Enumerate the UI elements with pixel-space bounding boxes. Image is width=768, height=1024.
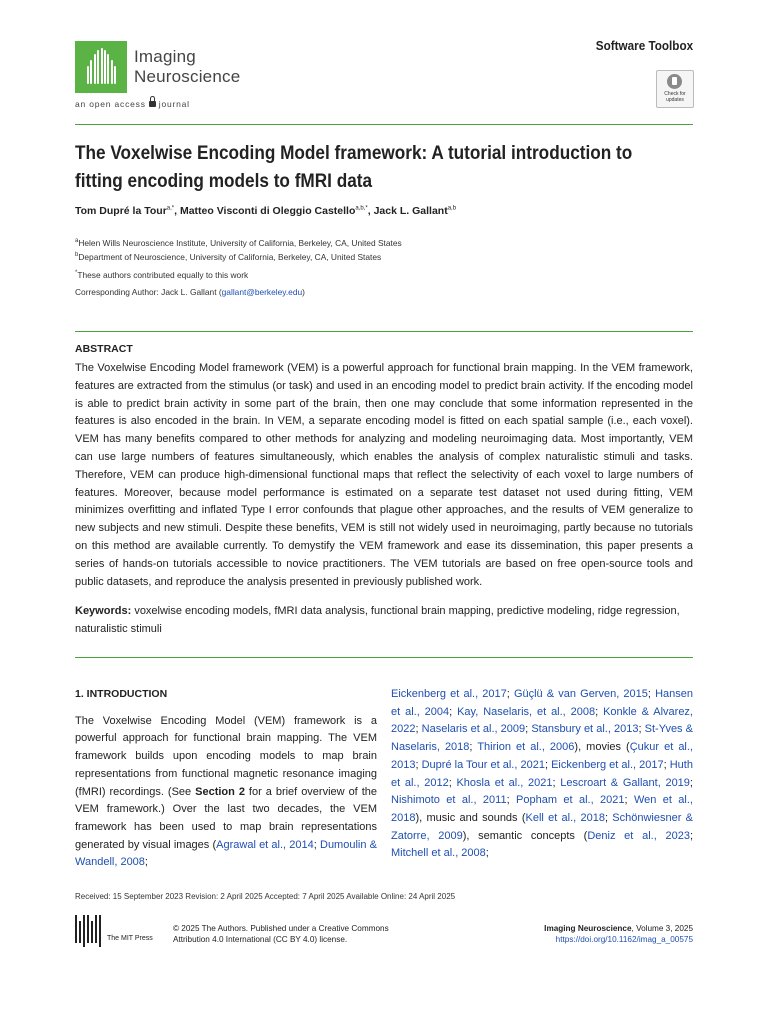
open-lock-icon [149, 101, 156, 107]
citation-link[interactable]: Nishimoto et al., 2011 [391, 794, 507, 807]
introduction-paragraph: The Voxelwise Encoding Model (VEM) framework is a powerful approach for functional brain mapping. The VEM framework builds upon encoding models to map brain representations from functional magnetic resonance imaging (fMRI) recordings. (See Section 2 for a brief overview of the VEM framework.) Over the last two decades, the VEM framework has been used to map brain representations generated by visual images (Agrawal et al., 2014; Dumoulin & Wandell, 2008; [75, 714, 378, 869]
body-text: ; [415, 723, 422, 736]
journal-citation: Imaging Neuroscience, Volume 3, 2025 https://doi.org/10.1162/imag_a_00575 [544, 924, 693, 944]
equal-contribution-note: *These authors contributed equally to this work [75, 270, 249, 280]
abstract-heading: ABSTRACT [75, 343, 133, 355]
citation-link[interactable]: Güçlü & van Gerven, 2015 [513, 688, 648, 700]
author-affiliation-marks: a,* [166, 205, 175, 212]
body-text: ; [448, 776, 457, 789]
body-text: ; [604, 811, 613, 824]
citation-link[interactable]: Kay, Naselaris, et al., 2008 [457, 705, 596, 718]
body-text: ; [689, 829, 694, 842]
section-heading-introduction: 1. INTRODUCTION [75, 688, 168, 700]
citation-link[interactable]: Khosla et al., 2021 [456, 776, 553, 789]
citation-link[interactable]: Schönwiesner & Zatorre, 2009 [391, 811, 693, 842]
citation-link[interactable]: Dupré la Tour et al., 2021 [421, 758, 545, 771]
logo-name-line2: Neuroscience [134, 67, 241, 86]
right-column [391, 686, 693, 863]
section-2-reference[interactable]: Section 2 [195, 785, 245, 798]
body-text: ; [506, 688, 514, 700]
author-name: Jack L. Gallant [373, 205, 448, 217]
mit-press-logo [75, 915, 165, 947]
logo-bar [97, 50, 99, 84]
affiliation-b: $^b$Department of Neuroscience, University of California, Berkeley, CA, United States [75, 252, 382, 262]
citation-link[interactable]: Konkle & Alvarez, 2022 [391, 705, 693, 736]
corresponding-author: Corresponding Author: Jack L. Gallant (gallant@berkeley.edu) [75, 287, 305, 297]
body-text: ), semantic concepts ( [462, 829, 588, 842]
body-text: ; [595, 705, 604, 718]
publisher-name: The MIT Press [107, 935, 153, 942]
author-name: Matteo Visconti di Oleggio Castello [179, 205, 356, 217]
body-text: ; [469, 741, 478, 754]
citation-link[interactable]: Çukur et al., 2013 [391, 741, 693, 771]
citation-link[interactable]: Naselaris et al., 2009 [421, 723, 526, 736]
citation-link[interactable]: Agrawal et al., 2014 [216, 838, 314, 851]
body-text: ; [552, 776, 561, 789]
citation-link[interactable]: Mitchell et al., 2008 [391, 847, 486, 860]
citation-link[interactable]: Lescroart & Gallant, 2019 [560, 776, 690, 789]
logo-bar [114, 66, 116, 84]
citation-link[interactable]: Popham et al., 2021 [516, 794, 625, 807]
author-list: Tom Dupré la Tour$^{a,*}$, Matteo Visconti di Oleggio Castello$^{a,b,*}$, Jack L. Gallant$^{a,b}$ [75, 205, 457, 217]
body-text: ; [485, 847, 489, 860]
citation-link[interactable]: Huth et al., 2012 [391, 758, 693, 789]
body-text: ; [689, 776, 693, 789]
abstract-text: The Voxelwise Encoding Model framework (VEM) is a powerful approach for functional brain mapping. In the VEM framework, features are extracted from the stimulus (or task) and used in an encoding model to predict brain activity. If the encoding model is able to predict brain activity in some part of the brain, then one may conclude that some information represented in the features is also encoded in the brain. In VEM, a separate encoding model is fitted on each spatial sample (i.e., each voxel). VEM has many benefits compared to other methods for analyzing and modeling neuroimaging data. Most importantly, VEM can use large numbers of features simultaneously, which enables the analysis of complex naturalistic stimuli and tasks. Therefore, VEM can produce high-dimensional functional maps that reflect the selectivity of each voxel to large numbers of features. Moreover, because model performance is estimated on a separate test dataset not used during fitting, VEM minimizes overfitting and inflated Type I error confounds that plague other approaches, and the results of VEM generalize to new subjects and new stimuli. Despite these benefits, VEM is still not widely used in neuroimaging, partly because no tutorials on this method are available currently. To demystify the VEM framework and ease its dissemination, this paper presents a series of hands-on tutorials accessible to novice practitioners. The VEM tutorials are based on free open-source tools and public datasets, and reproduce the analysis presented in previously published work. [75, 362, 693, 588]
author-name: Tom Dupré la Tour [75, 205, 167, 217]
citation-link[interactable]: Hansen et al., 2004 [391, 688, 693, 718]
citation-link[interactable]: Eickenberg et al., 2017 [391, 688, 507, 700]
left-column [75, 686, 377, 872]
citation-link[interactable]: Eickenberg et al., 2017 [551, 758, 664, 771]
abstract-divider [75, 331, 693, 332]
body-text: ; [525, 723, 532, 736]
body-text: ), movies ( [574, 741, 630, 754]
logo-mark-icon [75, 41, 127, 93]
body-divider [75, 657, 693, 658]
email-link[interactable]: gallant@berkeley.edu [221, 287, 303, 297]
keywords: Keywords: voxelwise encoding models, fMRI data analysis, functional brain mapping, predictive modeling, ridge regression, naturalistic stimuli [75, 605, 680, 635]
affiliation-a: $^a$Helen Wills Neuroscience Institute, University of California, Berkeley, CA, United States [75, 238, 402, 248]
logo-name-line1: Imaging [134, 47, 196, 66]
body-text: ; [624, 794, 634, 807]
license-text: © 2025 The Authors. Published under a Creative Commons Attribution 4.0 International (CC BY 4.0) license. [173, 924, 389, 944]
body-text: ; [449, 705, 458, 718]
citation-link[interactable]: Thirion et al., 2006 [477, 741, 575, 754]
article-title: The Voxelwise Encoding Model framework: A tutorial introduction to fitting encoding models to fMRI data [75, 143, 633, 192]
bookmark-icon [667, 74, 682, 89]
journal-logo[interactable] [75, 41, 255, 113]
author-affiliation-marks: a,b [447, 205, 457, 212]
check-for-updates-badge[interactable]: Check for updates [656, 70, 694, 108]
body-text: ), music and sounds ( [415, 811, 526, 824]
doi-link[interactable]: https://doi.org/10.1162/imag_a_00575 [555, 935, 693, 944]
citation-link[interactable]: Wen et al., 2018 [391, 794, 693, 824]
logo-bar [111, 60, 113, 84]
citation-link[interactable]: Stansbury et al., 2013 [531, 723, 639, 736]
body-text: ; [506, 794, 517, 807]
author-affiliation-marks: a,b,* [355, 205, 368, 212]
body-text: ; [638, 723, 645, 736]
citation-link[interactable]: St-Yves & Naselaris, 2018 [391, 723, 694, 754]
body-text: ; [647, 688, 656, 700]
logo-bar [107, 54, 109, 84]
header-divider [75, 124, 693, 125]
publication-dates: Received: 15 September 2023 Revision: 2 April 2025 Accepted: 7 April 2025 Available Online: 24 April 2025 [75, 892, 456, 901]
logo-bar [104, 50, 106, 84]
logo-bar [94, 54, 96, 84]
article-section-label: Software Toolbox [595, 38, 693, 53]
logo-bar [101, 48, 103, 84]
open-access-tagline: an open access journal [75, 99, 190, 109]
body-text: ; [663, 758, 670, 771]
body-text: ; [544, 758, 552, 771]
logo-bar [87, 66, 89, 84]
logo-bar [90, 60, 92, 84]
citation-link[interactable]: Dumoulin & Wandell, 2008 [75, 838, 377, 869]
citation-link[interactable]: Deniz et al., 2023 [587, 829, 690, 842]
citation-link[interactable]: Kell et al., 2018 [525, 811, 605, 824]
body-text: ; [415, 758, 422, 771]
